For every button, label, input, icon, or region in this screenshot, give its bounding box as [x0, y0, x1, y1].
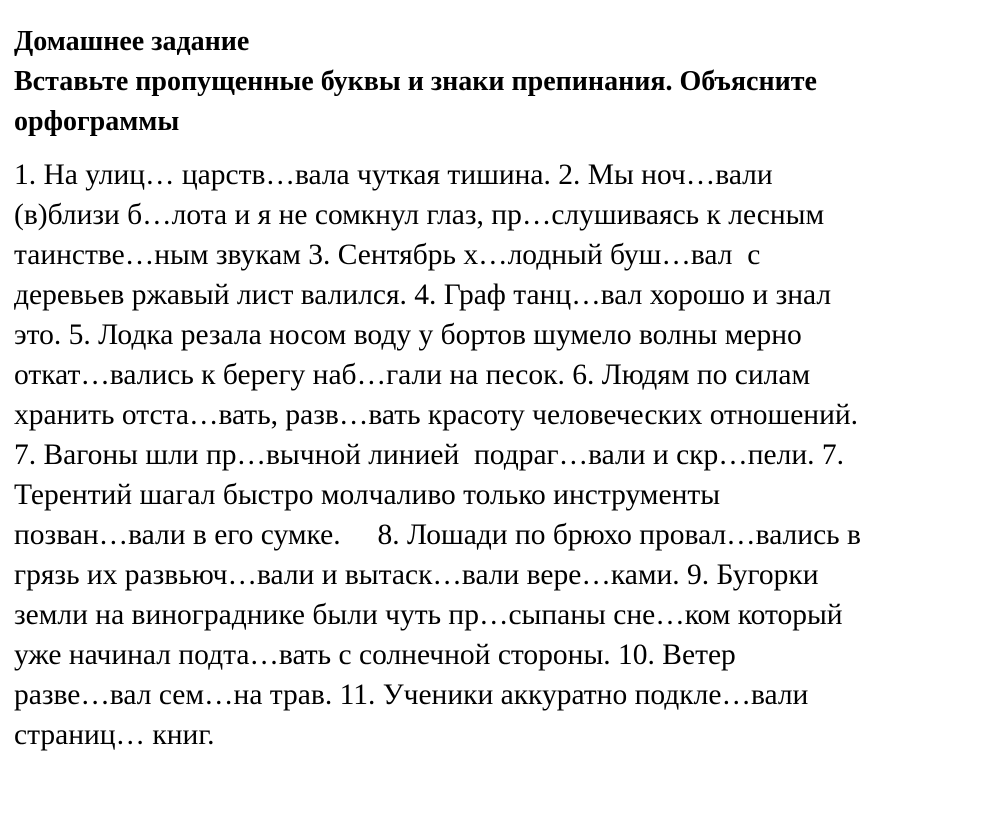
exercise-line: Терентий шагал быстро молчаливо только инструменты: [14, 479, 721, 511]
exercise-line: (в)близи б…лота и я не сомкнул глаз, пр…слушиваясь к лесным: [14, 199, 825, 231]
exercise-text: [14, 155, 984, 755]
exercise-line: разве…вал сем…на трав. 11. Ученики аккуратно подкле…вали: [14, 679, 809, 711]
heading-title: Домашнее задание: [14, 26, 250, 57]
exercise-line: страниц… книг.: [14, 719, 215, 751]
exercise-line: 1. На улиц… царств…вала чуткая тишина. 2. Мы ноч…вали: [14, 159, 773, 191]
exercise-line: хранить отста…вать, разв…вать красоту человеческих отношений.: [14, 399, 859, 431]
exercise-line: уже начинал подта…вать с солнечной стороны. 10. Ветер: [14, 639, 736, 671]
exercise-line: позван…вали в его сумке. 8. Лошади по брюхо провал…вались в: [14, 519, 861, 551]
heading-instruction-line-2: орфограммы: [14, 106, 180, 137]
document-page: [14, 22, 984, 755]
exercise-line: таинстве…ным звукам 3. Сентябрь х…лодный буш…вал с: [14, 239, 761, 271]
exercise-line: земли на винограднике были чуть пр…сыпаны сне…ком который: [14, 599, 843, 631]
exercise-line: 7. Вагоны шли пр…вычной линией подраг…вали и скр…пели. 7.: [14, 439, 845, 471]
heading-instruction-line-1: Вставьте пропущенные буквы и знаки препинания. Объясните: [14, 66, 817, 97]
exercise-line: откат…вались к берегу наб…гали на песок. 6. Людям по силам: [14, 359, 811, 391]
exercise-line: деревьев ржавый лист валился. 4. Граф танц…вал хорошо и знал: [14, 279, 832, 311]
assignment-heading: [14, 22, 984, 142]
exercise-line: это. 5. Лодка резала носом воду у бортов шумело волны мерно: [14, 319, 802, 351]
exercise-line: грязь их развьюч…вали и вытаск…вали вере…ками. 9. Бугорки: [14, 559, 819, 591]
